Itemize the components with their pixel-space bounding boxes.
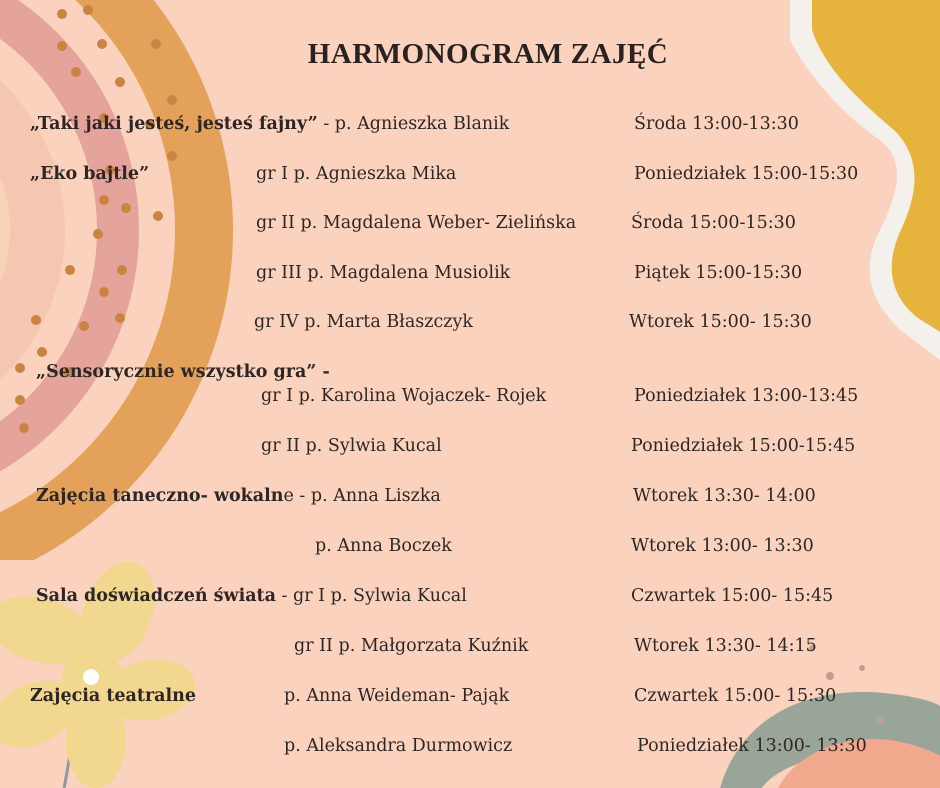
time-slot: Poniedziałek 15:00-15:30 [634, 164, 859, 184]
time-slot: Poniedziałek 15:00-15:45 [631, 436, 856, 456]
activity-row [36, 586, 467, 606]
teacher-name: e - p. Anna Liszka [283, 486, 441, 506]
time-slot: Czwartek 15:00- 15:30 [634, 686, 837, 706]
teacher-name: - gr I p. Sylwia Kucal [275, 586, 467, 606]
time-slot: Środa 15:00-15:30 [631, 213, 796, 233]
time-slot: Wtorek 15:00- 15:30 [629, 312, 812, 332]
activity-name: „Taki jaki jesteś, jesteś fajny” [30, 114, 318, 134]
activity-name: „Eko bajtle” [30, 164, 150, 184]
activity-row [36, 486, 441, 506]
teacher-name: gr II p. Sylwia Kucal [261, 436, 442, 456]
teacher-name: gr I p. Karolina Wojaczek- Rojek [261, 386, 547, 406]
teacher-name: gr II p. Małgorzata Kuźnik [294, 636, 529, 656]
time-slot: Poniedziałek 13:00-13:45 [634, 386, 859, 406]
time-slot: Wtorek 13:30- 14:15 [634, 636, 817, 656]
page-title: HARMONOGRAM ZAJĘĆ [307, 38, 669, 70]
time-slot: Wtorek 13:30- 14:00 [633, 486, 816, 506]
teacher-name: gr II p. Magdalena Weber- Zielińska [256, 213, 577, 233]
teacher-name: p. Aleksandra Durmowicz [284, 736, 513, 756]
bottom-rainbow-decoration [720, 645, 940, 788]
time-slot: Poniedziałek 13:00- 13:30 [637, 736, 867, 756]
time-slot: Piątek 15:00-15:30 [634, 263, 803, 283]
teacher-name: p. Anna Boczek [315, 536, 452, 556]
time-slot: Wtorek 13:00- 13:30 [631, 536, 814, 556]
activity-row [30, 114, 509, 134]
teacher-name: gr III p. Magdalena Musiolik [256, 263, 511, 283]
teacher-name: gr IV p. Marta Błaszczyk [254, 312, 473, 332]
activity-name: Zajęcia taneczno- wokaln [36, 486, 284, 506]
time-slot: Czwartek 15:00- 15:45 [631, 586, 834, 606]
activity-name: Zajęcia teatralne [30, 686, 197, 706]
teacher-name: p. Anna Weideman- Pająk [284, 686, 510, 706]
teacher-name: gr I p. Agnieszka Mika [256, 164, 457, 184]
time-slot: Środa 13:00-13:30 [634, 114, 799, 134]
activity-name: Sala doświadczeń świata [36, 586, 276, 606]
teacher-name: - p. Agnieszka Blanik [317, 114, 510, 134]
activity-name: „Sensorycznie wszystko gra” - [36, 362, 330, 382]
